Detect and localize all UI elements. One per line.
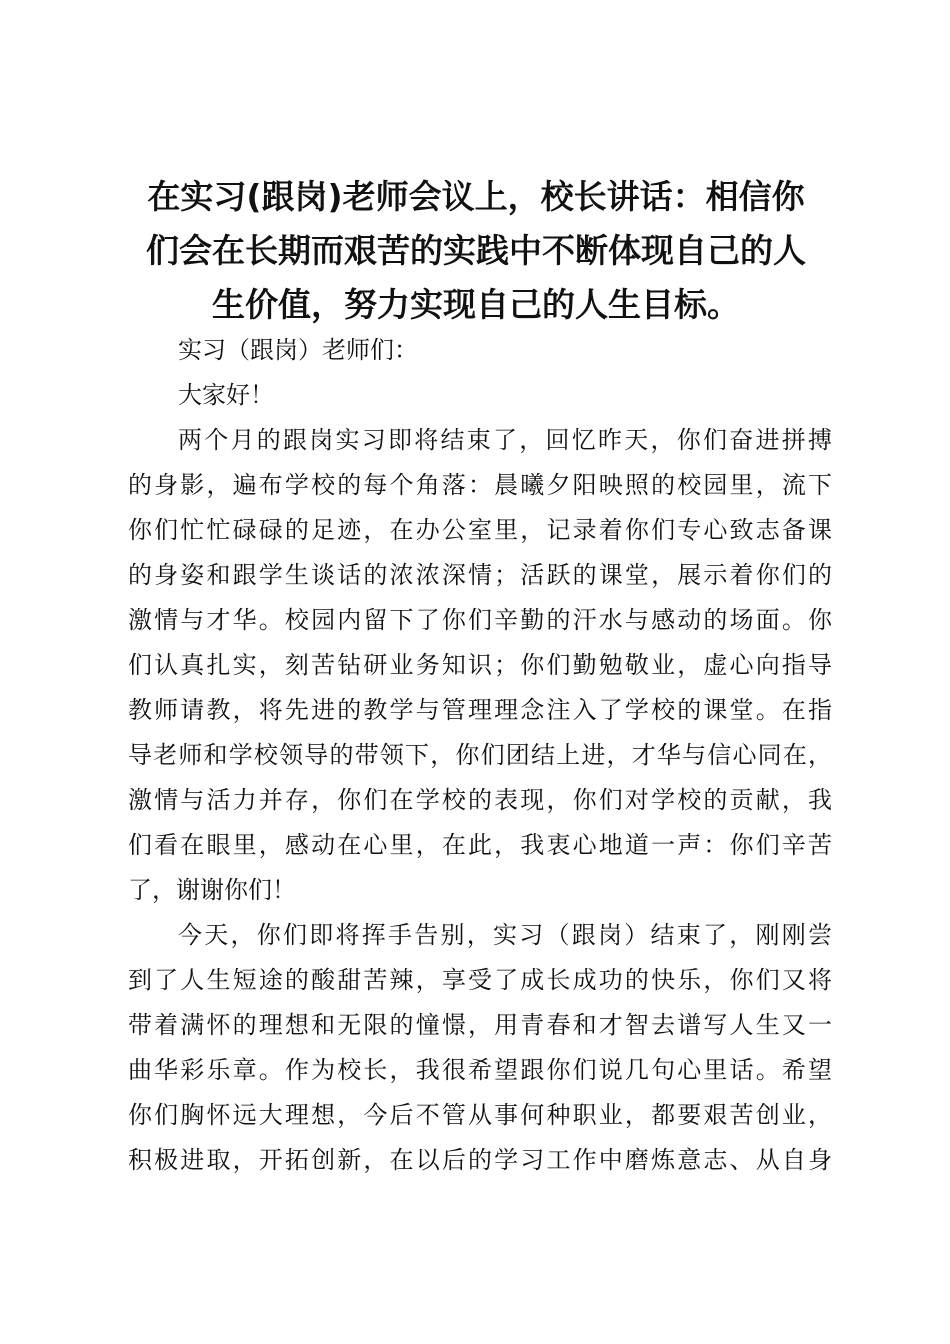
paragraph-line: 积极进取，开拓创新，在以后的学习工作中磨炼意志、从自身 <box>128 1146 832 1174</box>
paragraph-line: 你们胸怀远大理想，今后不管从事何种职业，都要艰苦创业， <box>128 1101 832 1129</box>
document-title <box>118 170 834 332</box>
paragraph-line: 两个月的跟岗实习即将结束了，回忆昨天，你们奋进拼搏 <box>178 426 832 454</box>
paragraph-line: 导老师和学校领导的带领下，你们团结上进，才华与信心同在， <box>128 741 832 769</box>
greeting: 大家好！ <box>178 381 274 409</box>
paragraph-line: 曲华彩乐章。作为校长，我很希望跟你们说几句心里话。希望 <box>128 1056 832 1084</box>
paragraph-line: 到了人生短途的酸甜苦辣，享受了成长成功的快乐，你们又将 <box>128 966 832 994</box>
title-line: 们会在长期而艰苦的实践中不断体现自己的人 <box>146 231 806 270</box>
paragraph-line: 的身影，遍布学校的每个角落：晨曦夕阳映照的校园里，流下 <box>128 471 832 499</box>
paragraph-line: 们看在眼里，感动在心里，在此，我衷心地道一声：你们辛苦 <box>128 831 832 859</box>
paragraph-line: 激情与活力并存，你们在学校的表现，你们对学校的贡献，我 <box>128 786 832 814</box>
document-body <box>128 328 832 1183</box>
paragraph-line: 今天，你们即将挥手告别，实习（跟岗）结束了，刚刚尝 <box>178 921 832 949</box>
paragraph-line: 们认真扎实，刻苦钻研业务知识；你们勤勉敬业，虚心向指导 <box>128 651 832 679</box>
paragraph-line: 带着满怀的理想和无限的憧憬，用青春和才智去谱写人生又一 <box>128 1011 832 1039</box>
paragraph-line: 你们忙忙碌碌的足迹，在办公室里，记录着你们专心致志备课 <box>128 516 832 544</box>
paragraph-line: 的身姿和跟学生谈话的浓浓深情；活跃的课堂，展示着你们的 <box>128 561 832 589</box>
paragraph-2 <box>128 913 832 1183</box>
paragraph-line: 了，谢谢你们！ <box>128 876 296 904</box>
paragraph-1 <box>128 418 832 913</box>
title-line: 在实习(跟岗)老师会议上，校长讲话：相信你 <box>147 177 805 216</box>
paragraph-line: 教师请教，将先进的教学与管理理念注入了学校的课堂。在指 <box>128 696 832 724</box>
salutation: 实习（跟岗）老师们： <box>178 336 418 364</box>
title-line: 生价值，努力实现自己的人生目标。 <box>212 285 740 324</box>
paragraph-line: 激情与才华。校园内留下了你们辛勤的汗水与感动的场面。你 <box>128 606 832 634</box>
